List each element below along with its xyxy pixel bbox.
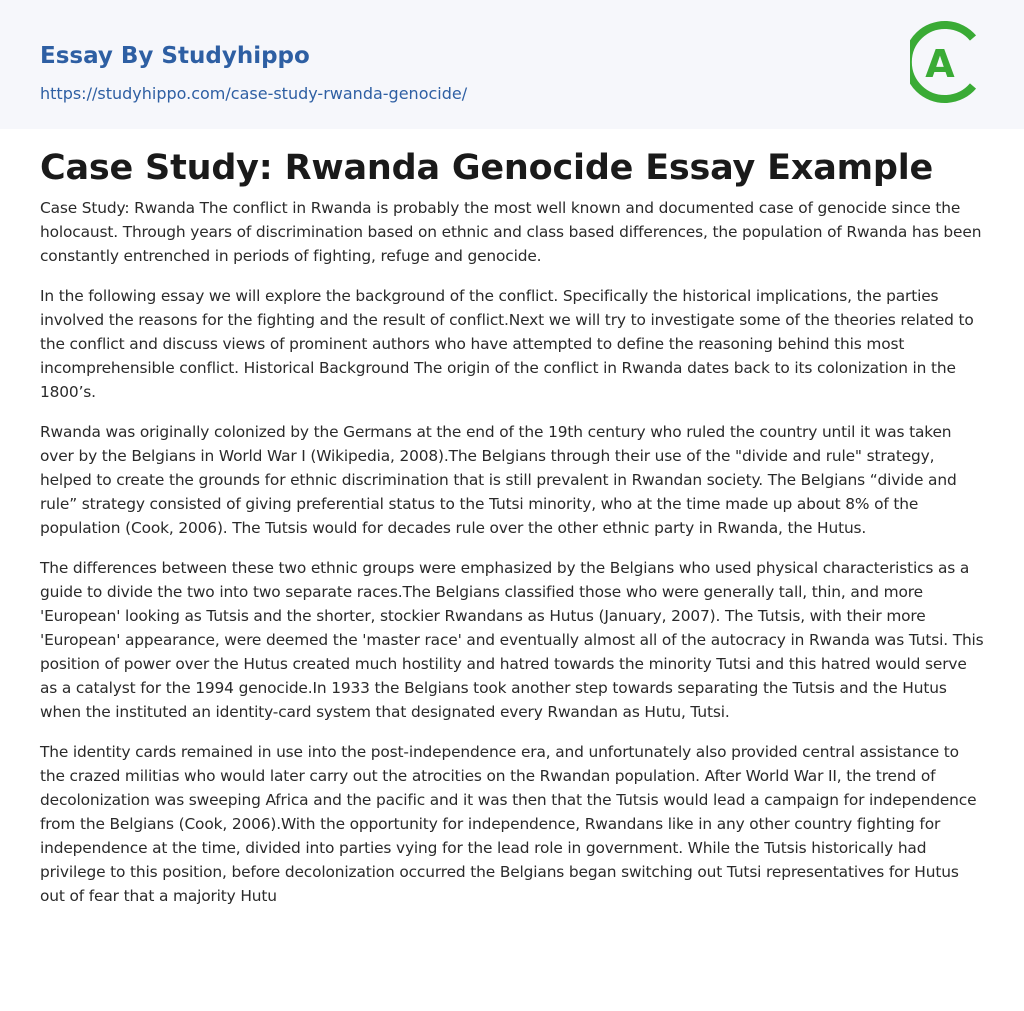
studyhippo-logo-icon[interactable] [910, 18, 988, 106]
article-paragraph: In the following essay we will explore the background of the conflict. Specifically the historical implications, the parties involved the reasons for the fighting and the result of conflict.Next we will try to investigate some of the theories related to the conflict and discuss views of prominent authors who have attempted to define the reasoning behind this most incomprehensible conflict. Historical Background The origin of the conflict in Rwanda dates back to its colonization in the 1800’s. [40, 287, 974, 401]
article-paragraph: Case Study: Rwanda The conflict in Rwanda is probably the most well known and documented case of genocide since the holocaust. Through years of discrimination based on ethnic and class based differences, the population of Rwanda has been constantly entrenched in periods of fighting, refuge and genocide. [40, 199, 982, 265]
article-paragraph: Rwanda was originally colonized by the Germans at the end of the 19th century who ruled the country until it was taken over by the Belgians in World War I (Wikipedia, 2008).The Belgians through their use of the "divide and rule" strategy, helped to create the grounds for ethnic discrimination that is still prevalent in Rwandan society. The Belgians “divide and rule” strategy consisted of giving preferential status to the Tutsi minority, who at the time made up about 8% of the population (Cook, 2006). The Tutsis would for decades rule over the other ethnic party in Rwanda, the Hutus. [40, 423, 957, 537]
site-header [0, 0, 1024, 129]
logo-letter: A [925, 42, 955, 86]
site-brand[interactable]: Essay By Studyhippo [40, 43, 310, 69]
article-paragraph: The differences between these two ethnic groups were emphasized by the Belgians who used physical characteristics as a guide to divide the two into two separate races.The Belgians classified those who were generally tall, thin, and more 'European' looking as Tutsis and the shorter, stockier Rwandans as Hutus (January, 2007). The Tutsis, with their more 'European' appearance, were deemed the 'master race' and eventually almost all of the autocracy in Rwanda was Tutsi. This position of power over the Hutus created much hostility and hatred towards the minority Tutsi and this hatred would serve as a catalyst for the 1994 genocide.In 1933 the Belgians took another step towards separating the Tutsis and the Hutus when the instituted an identity-card system that designated every Rwandan as Hutu, Tutsi. [40, 559, 984, 721]
page-url-link[interactable]: https://studyhippo.com/case-study-rwanda-genocide/ [40, 84, 468, 103]
page-title: Case Study: Rwanda Genocide Essay Example [40, 148, 934, 188]
article-paragraph: The identity cards remained in use into the post-independence era, and unfortunately also provided central assistance to the crazed militias who would later carry out the atrocities on the Rwandan population. After World War II, the trend of decolonization was sweeping Africa and the pacific and it was then that the Tutsis would lead a campaign for independence from the Belgians (Cook, 2006).With the opportunity for independence, Rwandans like in any other country fighting for independence at the time, divided into parties vying for the lead role in government. While the Tutsis historically had privilege to this position, before decolonization occurred the Belgians began switching out Tutsi representatives for Hutus out of fear that a majority Hutu [40, 743, 977, 905]
